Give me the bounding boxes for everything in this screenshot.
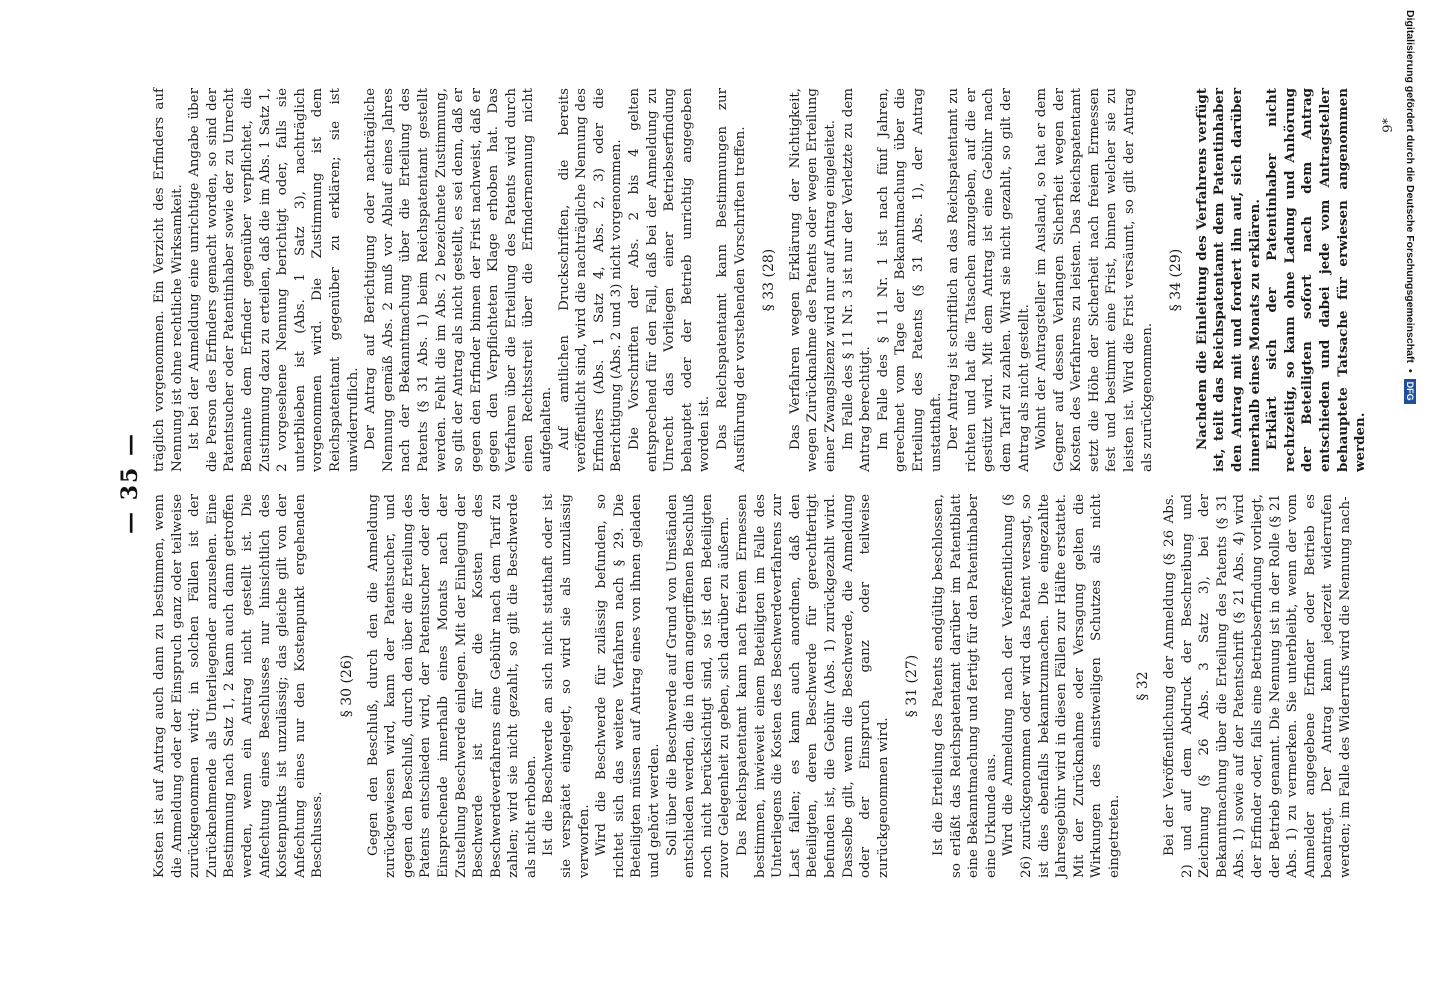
paragraph: Der Antrag auf Berichtigung oder nachträgliche Nennung gemäß Abs. 2 muß vor Ablauf eines Jahres nach der Bekanntmachung über die Erteilung des Patents (§ 31 Abs. 1) beim Reichspatentamt gestellt werden. Fehlt die im Abs. 2 bezeichnete Zustimmung, so gilt der Antrag als nicht gestellt, es sei denn, daß er gegen den Erfinder binnen der Frist nachweist, daß er gegen den Verpflichteten Klage erhoben hat. Das Verfahren über die Erteilung des Patents wird durch einen Rechtsstreit über die Erfindernennung nicht aufgehalten. [363,88,555,472]
text-columns [151,88,1396,878]
paragraph: Die Vorschriften der Abs. 2 bis 4 gelten entsprechend für den Fall, daß bei der Anmeldung zu Unrecht das Vorliegen einer Betriebserfindung behauptet oder der Betrieb unrichtig angegeben worden ist. [627,88,713,472]
paragraph: Kosten ist auf Antrag auch dann zu bestimmen, wenn die Anmeldung oder der Einspruch ganz oder teilweise zurückgenommen wird; in solchen Fällen ist der Zurücknehmende als Unterliegender anzusehen. Eine Bestimmung nach Satz 1, 2 kann auch dann getroffen werden, wenn ein Antrag nicht gestellt ist. Die Anfechtung eines Beschlusses nur hinsichtlich des Kostenpunkts ist unzulässig; das gleiche gilt von der Anfechtung eines nur den Kostenpunkt ergehenden Beschlusses. [152,494,326,878]
paragraph: Erklärt sich der Patentinhaber nicht rechtzeitig, so kann ohne Ladung und Anhörung der Beteiligten sofort nach dem Antrag entschieden und dabei jede vom Antragsteller behauptete Tatsache für erwiesen angenommen werden. [1264,88,1369,472]
paragraph: Das Reichspatentamt kann Bestimmungen zur Ausführung der vorstehenden Vorschriften treffen. [715,88,748,472]
page-content [117,88,1396,878]
paragraph: Der Antrag ist schriftlich an das Reichspatentamt zu richten und hat die Tatsachen anzugeben, auf die er gestützt wird. Mit dem Antrag ist eine Gebühr nach dem Tarif zu zahlen. Wird sie nicht gezahlt, so gilt der Antrag als nicht gestellt. [946,88,1032,472]
right-column [151,88,1396,472]
signature-mark: 9* [1380,118,1396,133]
paragraph: Wird die Anmeldung nach der Veröffentlichung (§ 26) zurückgenommen oder wird das Patent versagt, so ist dies ebenfalls bekanntzumachen. Die eingezahlte Jahresgebühr wird in diesen Fällen zur Hälfte erstattet. Mit der Zurücknahme oder Versagung gelten die Wirkungen des einstweiligen Schutzes als nicht eingetreten. [1001,494,1122,878]
paragraph: Wird die Beschwerde für zulässig befunden, so richtet sich das weitere Verfahren nach § 29. Die Beteiligten müssen auf Antrag eines von ihnen geladen und gehört werden. [594,494,663,878]
paragraph: Im Falle des § 11 Nr. 1 ist nach fünf Jahren, gerechnet vom Tage der Bekanntmachung über die Erteilung des Patents (§ 31 Abs. 1), der Antrag unstatthaft. [875,88,944,472]
paragraph: Auf amtlichen Druckschriften, die bereits veröffentlicht sind, wird die nachträgliche Nennung des Erfinders (Abs. 1 Satz 4, Abs. 2, 3) oder die Berichtigung (Abs. 2 und 3) nicht vorgenommen. [556,88,625,472]
credit-text: Digitalisierung gefördert durch die Deutsche Forschungsgemeinschaft [1404,10,1416,363]
paragraph: Ist bei der Anmeldung eine unrichtige Angabe über die Person des Erfinders gemacht worden, so sind der Patentsucher oder Patentinhaber sowie der zu Unrecht Benannte dem Erfinder gegenüber verpflichtet, die Zustimmung dazu zu erteilen, daß die im Abs. 1 Satz 1, 2 vorgesehene Nennung berichtigt oder, falls sie unterblieben ist (Abs. 1 Satz 3), nachträglich vorgenommen wird. Die Zustimmung ist dem Reichspatentamt gegenüber zu erklären; sie ist unwiderruflich. [187,88,361,472]
section-heading-30: § 30 (26) [338,654,355,718]
section-heading-31: § 31 (27) [904,654,921,718]
section-heading-32: § 32 [1135,671,1152,701]
paragraph: Im Falle des § 11 Nr. 3 ist nur der Verletzte zu dem Antrag berechtigt. [840,88,874,472]
paragraph: Das Reichspatentamt kann nach freiem Ermessen bestimmen, inwieweit einem Beteiligten im Falle des Unterliegens die Kosten des Beschwerdeverfahrens zur Last fallen; es kann auch anordnen, daß den Beteiligten, deren Beschwerde für gerechtfertigt befunden ist, die Gebühr (Abs. 1) zurückgezahlt wird. Dasselbe gilt, wenn die Beschwerde, die Anmeldung oder der Einspruch ganz oder teilweise zurückgenommen wird. [735,494,891,878]
section-heading-34: § 34 (29) [1168,248,1185,312]
dfg-logo: DFG [1404,379,1416,404]
left-column [151,494,1353,878]
paragraph: Gegen den Beschluß, durch den die Anmeldung zurückgewiesen wird, kann der Patentsucher, und gegen den Beschluß, durch den über die Erteilung des Patents entschieden wird, der Patentsucher oder der Einsprechende innerhalb eines Monats nach der Zustellung Beschwerde einlegen. Mit der Einlegung der Beschwerde ist für die Kosten des Beschwerdeverfahrens eine Gebühr nach dem Tarif zu zahlen; wird sie nicht gezahlt, so gilt die Beschwerde als nicht erhoben. [365,494,539,878]
digitization-credit: Digitalisierung gefördert durch die Deutsche Forschungsgemeinschaft • DFG [1402,10,1418,990]
paragraph: Soll über die Beschwerde auf Grund von Umständen entschieden werden, die in dem angegriffenen Beschluß noch nicht berücksichtigt sind, so ist den Beteiligten zuvor Gelegenheit zu geben, sich darüber zu äußern. [664,494,733,878]
rotated-document-page [117,88,1396,878]
section-heading-33: § 33 (28) [761,248,778,312]
paragraph: Bei der Veröffentlichung der Anmeldung (§ 26 Abs. 2) und auf dem Abdruck der Beschreibung und Zeichnung (§ 26 Abs. 3 Satz 3), bei der Bekanntmachung über die Erteilung des Patents (§ 31 Abs. 1) sowie auf der Patentschrift (§ 21 Abs. 4) wird der Erfinder oder, falls eine Betriebserfindung vorliegt, der Betrieb genannt. Die Nennung ist in der Rolle (§ 21 Abs. 1) zu vermerken. Sie unterbleibt, wenn der vom Anmelder angegebene Erfinder oder Betrieb es beantragt. Der Antrag kann jederzeit widerrufen werden; im Falle des Widerrufs wird die Nennung nach- [1162,494,1353,878]
paragraph: Wohnt der Antragsteller im Ausland, so hat er dem Gegner auf dessen Verlangen Sicherheit wegen der Kosten des Verfahrens zu leisten. Das Reichspatentamt setzt die Höhe der Sicherheit nach freiem Ermessen fest und bestimmt eine Frist, binnen welcher sie zu leisten ist. Wird die Frist versäumt, so gilt der Antrag als zurückgenommen. [1034,88,1155,472]
paragraph: Nachdem die Einleitung des Verfahrens verfügt ist, teilt das Reichspatentamt dem Patentinhaber den Antrag mit und fordert ihn auf, sich darüber innerhalb eines Monats zu erklären. [1193,88,1263,472]
paragraph: Ist die Beschwerde an sich nicht statthaft oder ist sie verspätet eingelegt, so wird sie als unzulässig verworfen. [541,494,592,878]
paragraph: Das Verfahren wegen Erklärung der Nichtigkeit, wegen Zurücknahme des Patents oder wegen Erteilung einer Zwangslizenz wird nur auf Antrag eingeleitet. [787,88,838,472]
paragraph: träglich vorgenommen. Ein Verzicht des Erfinders auf Nennung ist ohne rechtliche Wirksamkeit. [152,88,185,472]
paragraph: Ist die Erteilung des Patents endgültig beschlossen, so erläßt das Reichspatentamt darüber im Patentblatt eine Bekanntmachung und fertigt für den Patentinhaber eine Urkunde aus. [930,494,999,878]
page-number: — 35 — [117,432,143,534]
